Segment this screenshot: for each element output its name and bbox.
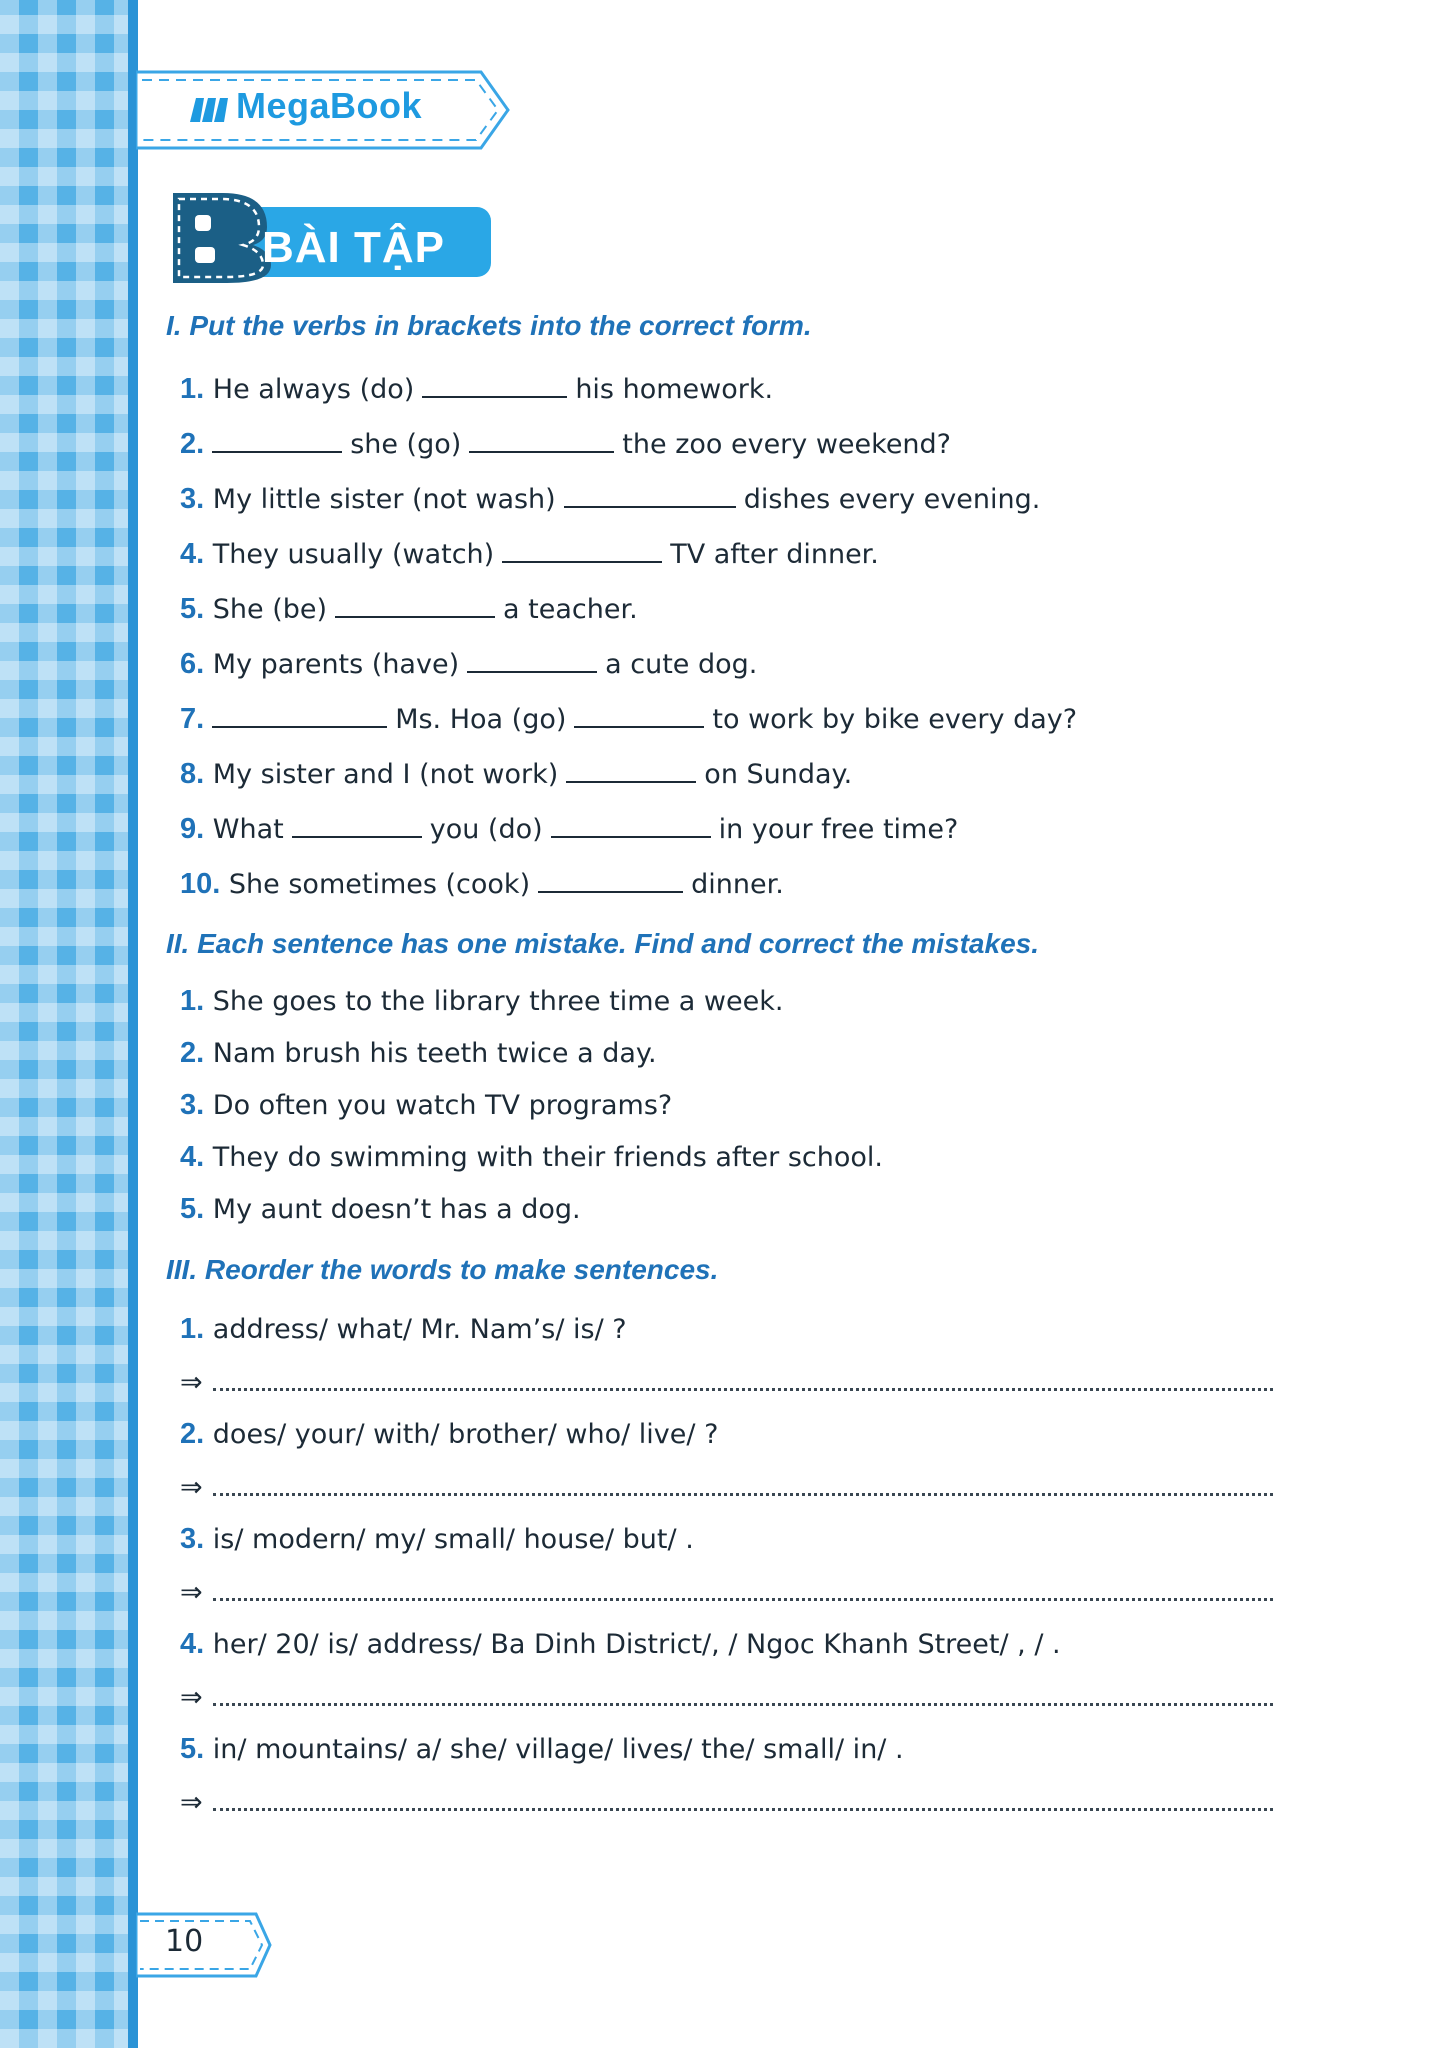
answer-blank[interactable] bbox=[467, 647, 597, 673]
section-2-heading: II. Each sentence has one mistake. Find and correct the mistakes. bbox=[166, 928, 1039, 959]
page-number-ribbon bbox=[136, 1910, 276, 1980]
megabook-logo-icon bbox=[188, 94, 228, 126]
s2-item-4: 4. They do swimming with their friends after school. bbox=[180, 1141, 883, 1173]
s1-item-5: 5. She (be) a teacher. bbox=[180, 593, 638, 625]
answer-blank[interactable] bbox=[469, 427, 614, 453]
dotted-line bbox=[213, 1683, 1273, 1706]
s3-answer-line-1[interactable] bbox=[180, 1367, 1273, 1398]
checkered-side-strip bbox=[0, 0, 138, 2048]
dotted-line bbox=[213, 1368, 1273, 1391]
s2-item-1: 1. She goes to the library three time a week. bbox=[180, 985, 784, 1017]
s1-item-7: 7. Ms. Hoa (go) to work by bike every day? bbox=[180, 703, 1078, 735]
answer-blank[interactable] bbox=[212, 427, 342, 453]
dotted-line bbox=[213, 1578, 1273, 1601]
dotted-line bbox=[213, 1473, 1273, 1496]
s3-item-3: 3. is/ modern/ my/ small/ house/ but/ . bbox=[180, 1523, 694, 1555]
brand-ribbon bbox=[136, 68, 516, 152]
s3-answer-line-4[interactable] bbox=[180, 1682, 1273, 1713]
answer-blank[interactable] bbox=[574, 702, 704, 728]
s1-item-8: 8. My sister and I (not work) on Sunday. bbox=[180, 758, 853, 790]
s2-item-5: 5. My aunt doesn’t has a dog. bbox=[180, 1193, 581, 1225]
s1-item-6: 6. My parents (have) a cute dog. bbox=[180, 648, 758, 680]
s1-item-10: 10. She sometimes (cook) dinner. bbox=[180, 868, 784, 900]
answer-blank[interactable] bbox=[212, 702, 387, 728]
answer-blank[interactable] bbox=[564, 482, 736, 508]
s3-answer-line-5[interactable] bbox=[180, 1787, 1273, 1818]
page-number: 10 bbox=[165, 1924, 204, 1959]
s3-item-4: 4. her/ 20/ is/ address/ Ba Dinh District/, / Ngoc Khanh Street/ , / . bbox=[180, 1628, 1061, 1660]
section-title: BÀI TẬP bbox=[262, 223, 445, 272]
s2-item-3: 3. Do often you watch TV programs? bbox=[180, 1089, 673, 1121]
s1-item-1: 1. He always (do) his homework. bbox=[180, 373, 774, 405]
answer-blank[interactable] bbox=[551, 812, 711, 838]
s1-item-4: 4. They usually (watch) TV after dinner. bbox=[180, 538, 879, 570]
answer-blank[interactable] bbox=[422, 372, 567, 398]
page-ribbon-shape bbox=[136, 1910, 276, 1980]
s1-item-2: 2. she (go) the zoo every weekend? bbox=[180, 428, 952, 460]
arrow-icon: ⇒ bbox=[180, 1367, 203, 1398]
section-1-heading: I. Put the verbs in brackets into the correct form. bbox=[166, 310, 812, 341]
s1-item-9: 9. What you (do) in your free time? bbox=[180, 813, 959, 845]
side-strip-edge bbox=[128, 0, 138, 2048]
answer-blank[interactable] bbox=[502, 537, 662, 563]
s3-item-1: 1. address/ what/ Mr. Nam’s/ is/ ? bbox=[180, 1313, 627, 1345]
section-3-heading: III. Reorder the words to make sentences. bbox=[166, 1254, 719, 1285]
answer-blank[interactable] bbox=[335, 592, 495, 618]
s3-item-5: 5. in/ mountains/ a/ she/ village/ lives/ the/ small/ in/ . bbox=[180, 1733, 904, 1765]
s3-answer-line-2[interactable] bbox=[180, 1472, 1273, 1503]
brand-name: MegaBook bbox=[236, 85, 423, 126]
s3-item-2: 2. does/ your/ with/ brother/ who/ live/ ? bbox=[180, 1418, 719, 1450]
s1-item-3: 3. My little sister (not wash) dishes every evening. bbox=[180, 483, 1041, 515]
answer-blank[interactable] bbox=[566, 757, 696, 783]
answer-blank[interactable] bbox=[292, 812, 422, 838]
arrow-icon: ⇒ bbox=[180, 1472, 203, 1503]
arrow-icon: ⇒ bbox=[180, 1682, 203, 1713]
answer-blank[interactable] bbox=[538, 867, 683, 893]
arrow-icon: ⇒ bbox=[180, 1787, 203, 1818]
dotted-line bbox=[213, 1788, 1273, 1811]
s2-item-2: 2. Nam brush his teeth twice a day. bbox=[180, 1037, 657, 1069]
s3-answer-line-3[interactable] bbox=[180, 1577, 1273, 1608]
arrow-icon: ⇒ bbox=[180, 1577, 203, 1608]
